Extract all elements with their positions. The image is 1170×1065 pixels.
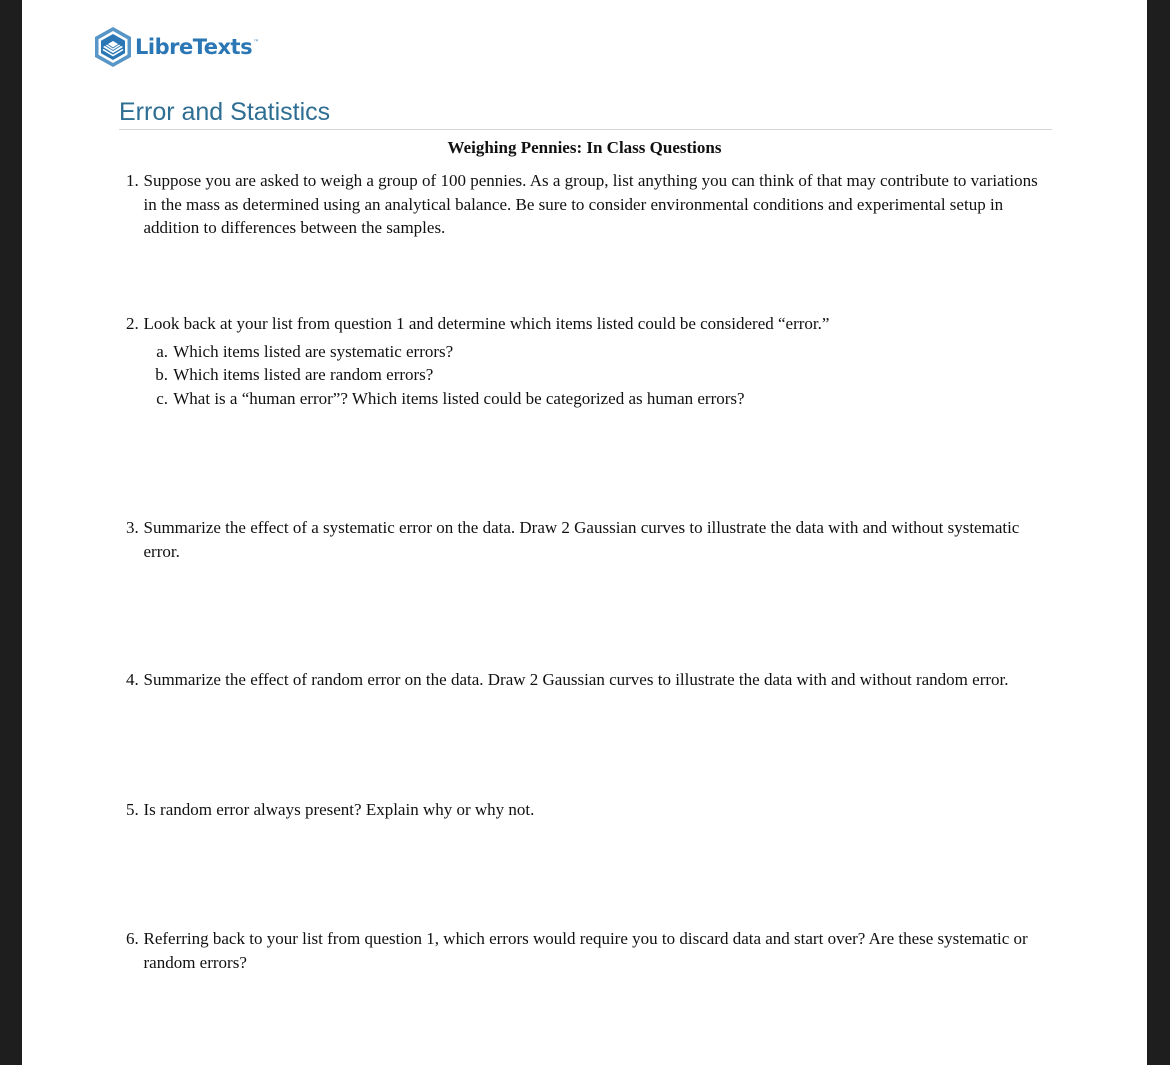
page-title: Error and Statistics	[119, 98, 331, 126]
question-2-subitem-b	[149, 363, 1049, 387]
question-2	[126, 312, 1051, 336]
question-number: 4.	[126, 670, 139, 689]
document-page	[22, 0, 1147, 1065]
question-number: 2.	[126, 314, 139, 333]
worksheet-subtitle: Weighing Pennies: In Class Questions	[447, 138, 722, 157]
question-2-subitem-c	[149, 387, 1049, 411]
question-text: Suppose you are asked to weigh a group of 100 pennies. As a group, list anything you can think of that may contribute to variations in the mass as determined using an analytical balance. Be sure to consider environmental conditions and experimental setup in addition to differences between the samples.	[143, 171, 1038, 237]
logo-trademark: ™	[253, 39, 260, 46]
question-3	[126, 516, 1051, 563]
libretexts-logo-link[interactable]	[92, 25, 259, 69]
question-text: Is random error always present? Explain why or why not.	[143, 800, 535, 819]
question-text: Summarize the effect of random error on the data. Draw 2 Gaussian curves to illustrate the data with and without random error.	[143, 670, 1009, 689]
subitem-letter: c.	[156, 389, 168, 408]
question-number: 3.	[126, 518, 139, 537]
question-number: 6.	[126, 929, 139, 948]
question-6	[126, 927, 1061, 974]
subitem-text: Which items listed are systematic errors?	[173, 342, 454, 361]
question-number: 1.	[126, 171, 139, 190]
question-1	[126, 169, 1051, 240]
title-divider	[119, 129, 1052, 130]
question-5	[126, 798, 1051, 822]
subitem-letter: b.	[155, 365, 168, 384]
subitem-letter: a.	[156, 342, 168, 361]
subitem-text: Which items listed are random errors?	[173, 365, 434, 384]
question-4	[126, 668, 1061, 692]
question-text: Summarize the effect of a systematic error on the data. Draw 2 Gaussian curves to illustrate the data with and without systematic error.	[143, 518, 1020, 561]
question-text: Look back at your list from question 1 and determine which items listed could be considered “error.”	[143, 314, 830, 333]
question-2-subitem-a	[149, 340, 1049, 364]
question-text: Referring back to your list from question 1, which errors would require you to discard data and start over? Are these systematic or random errors?	[143, 929, 1028, 972]
subitem-text: What is a “human error”? Which items listed could be categorized as human errors?	[173, 389, 745, 408]
libretexts-hexagon-books-icon	[92, 25, 134, 69]
question-number: 5.	[126, 800, 139, 819]
logo-wordmark: LibreTexts	[135, 34, 253, 59]
